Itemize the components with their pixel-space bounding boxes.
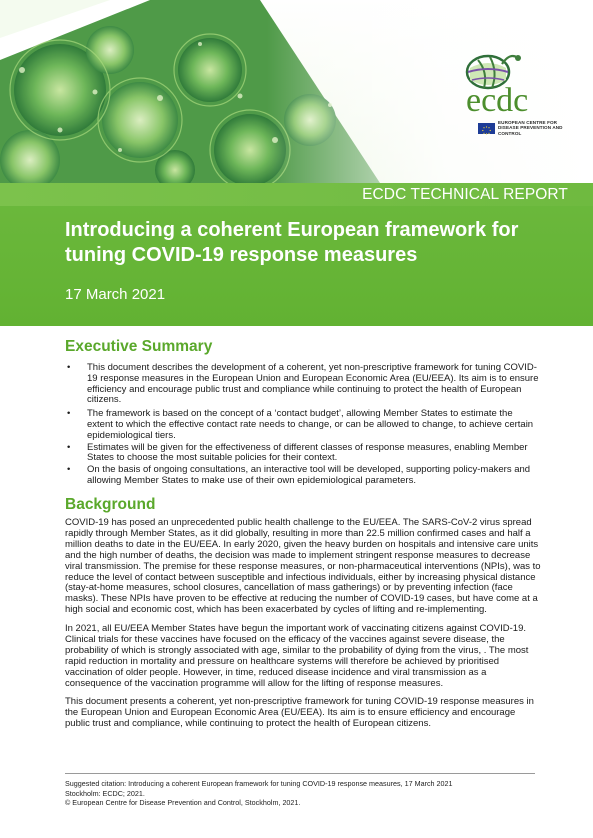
background-paragraph: In 2021, all EU/EEA Member States have begun the important work of vaccinating citizens against COVID-19. Clinical trials for these vaccines have focused on the efficacy of the vaccines against severe disease, the probability of which is strongly associated with age, similar to the probability of dying from the virus, . The most rapid reduction in mortality and pressure on healthcare systems will therefore be achieved by prioritised vaccination of older people. However, in time, reduced disease incidence and viral transmission as a consequence of the vaccination programme will allow for the lifting of response measures. <box>65 623 529 689</box>
bullet-icon: • <box>67 441 71 453</box>
list-item: • This document describes the development of a coherent, yet non-prescriptive framework for tuning COVID-19 response measures in the European Union and European Economic Area (EU/EEA). Its aim is to ensure efficiency and encourage public trust and compliance while continuing to protect the health of European citizens. <box>67 362 539 406</box>
list-item: • On the basis of ongoing consultations, an interactive tool will be developed, supporting policy-makers and allowing Member States to make use of their own epidemiological parameters. <box>67 464 531 486</box>
background-paragraph: COVID-19 has posed an unprecedented public health challenge to the EU/EEA. The SARS-CoV-2 virus spread rapidly through Member States, as it did globally, resulting in more than 22.5 million confirmed cases and half a million deaths to date in the EU/EEA. In early 2020, given the heavy burden on hospitals and intensive care units and the high number of deaths, the decision was made to implement stringent response measures to decrease viral transmission. The premise for these response measures, or non-pharmaceutical interventions (NPIs), was to reduce the level of contact between susceptible and infectious individuals, either by increasing physical distance (stay-at-home measures, school closures, cancellation of mass gatherings) or by preventing infection (face masks). These NPIs have proven to be effective at reducing the number of COVID-19 cases, but have come at a high social and economic cost, which has been exacerbated by cycles of lifting and re-implementing. <box>65 517 541 616</box>
bullet-icon: • <box>67 408 71 420</box>
report-type-label: ECDC TECHNICAL REPORT <box>362 186 568 203</box>
footer <box>65 779 540 808</box>
logo-wordmark: ecdc <box>466 82 529 119</box>
report-type-strip <box>0 183 593 206</box>
copyright-notice: © European Centre for Disease Prevention and Control, Stockholm, 2021. <box>65 798 301 808</box>
bullet-icon: • <box>67 362 71 373</box>
eu-flag-icon <box>478 123 495 134</box>
list-item: • The framework is based on the concept of a ‘contact budget’, allowing Member States to estimate the extent to which the effective contact rate needs to change, or can be allowed to change, to achieve certain epidemiological tiers. <box>67 408 534 441</box>
document-title: Introducing a coherent European framework for tuning COVID-19 response measures <box>65 219 519 266</box>
executive-summary-list <box>65 363 540 488</box>
citation-line: Stockholm: ECDC; 2021. <box>65 788 145 798</box>
list-item: • Estimates will be given for the effectiveness of different classes of response measures, enabling Member States to choose the most suitable policies for their context. <box>67 441 528 464</box>
background-heading: Background <box>65 496 156 513</box>
background-paragraph: This document presents a coherent, yet non-prescriptive framework for tuning COVID-19 response measures in the European Union and European Economic Area (EU/EEA). Its aim is to ensure efficiency and encourage public trust and compliance, while continuing to protect the health of European citizens. <box>65 696 534 729</box>
footer-divider <box>65 773 535 774</box>
publication-date: 17 March 2021 <box>65 286 166 303</box>
title-banner <box>0 183 593 326</box>
cover-hero <box>0 0 593 183</box>
organisation-name: EUROPEAN CENTRE FOR DISEASE PREVENTION AND CONTROL <box>498 120 563 136</box>
executive-summary-heading: Executive Summary <box>65 338 213 355</box>
ecdc-logo <box>456 50 561 142</box>
citation-line: Suggested citation: Introducing a coherent European framework for tuning COVID-19 response measures, 17 March 2021 <box>65 779 453 788</box>
bullet-icon: • <box>67 464 71 476</box>
